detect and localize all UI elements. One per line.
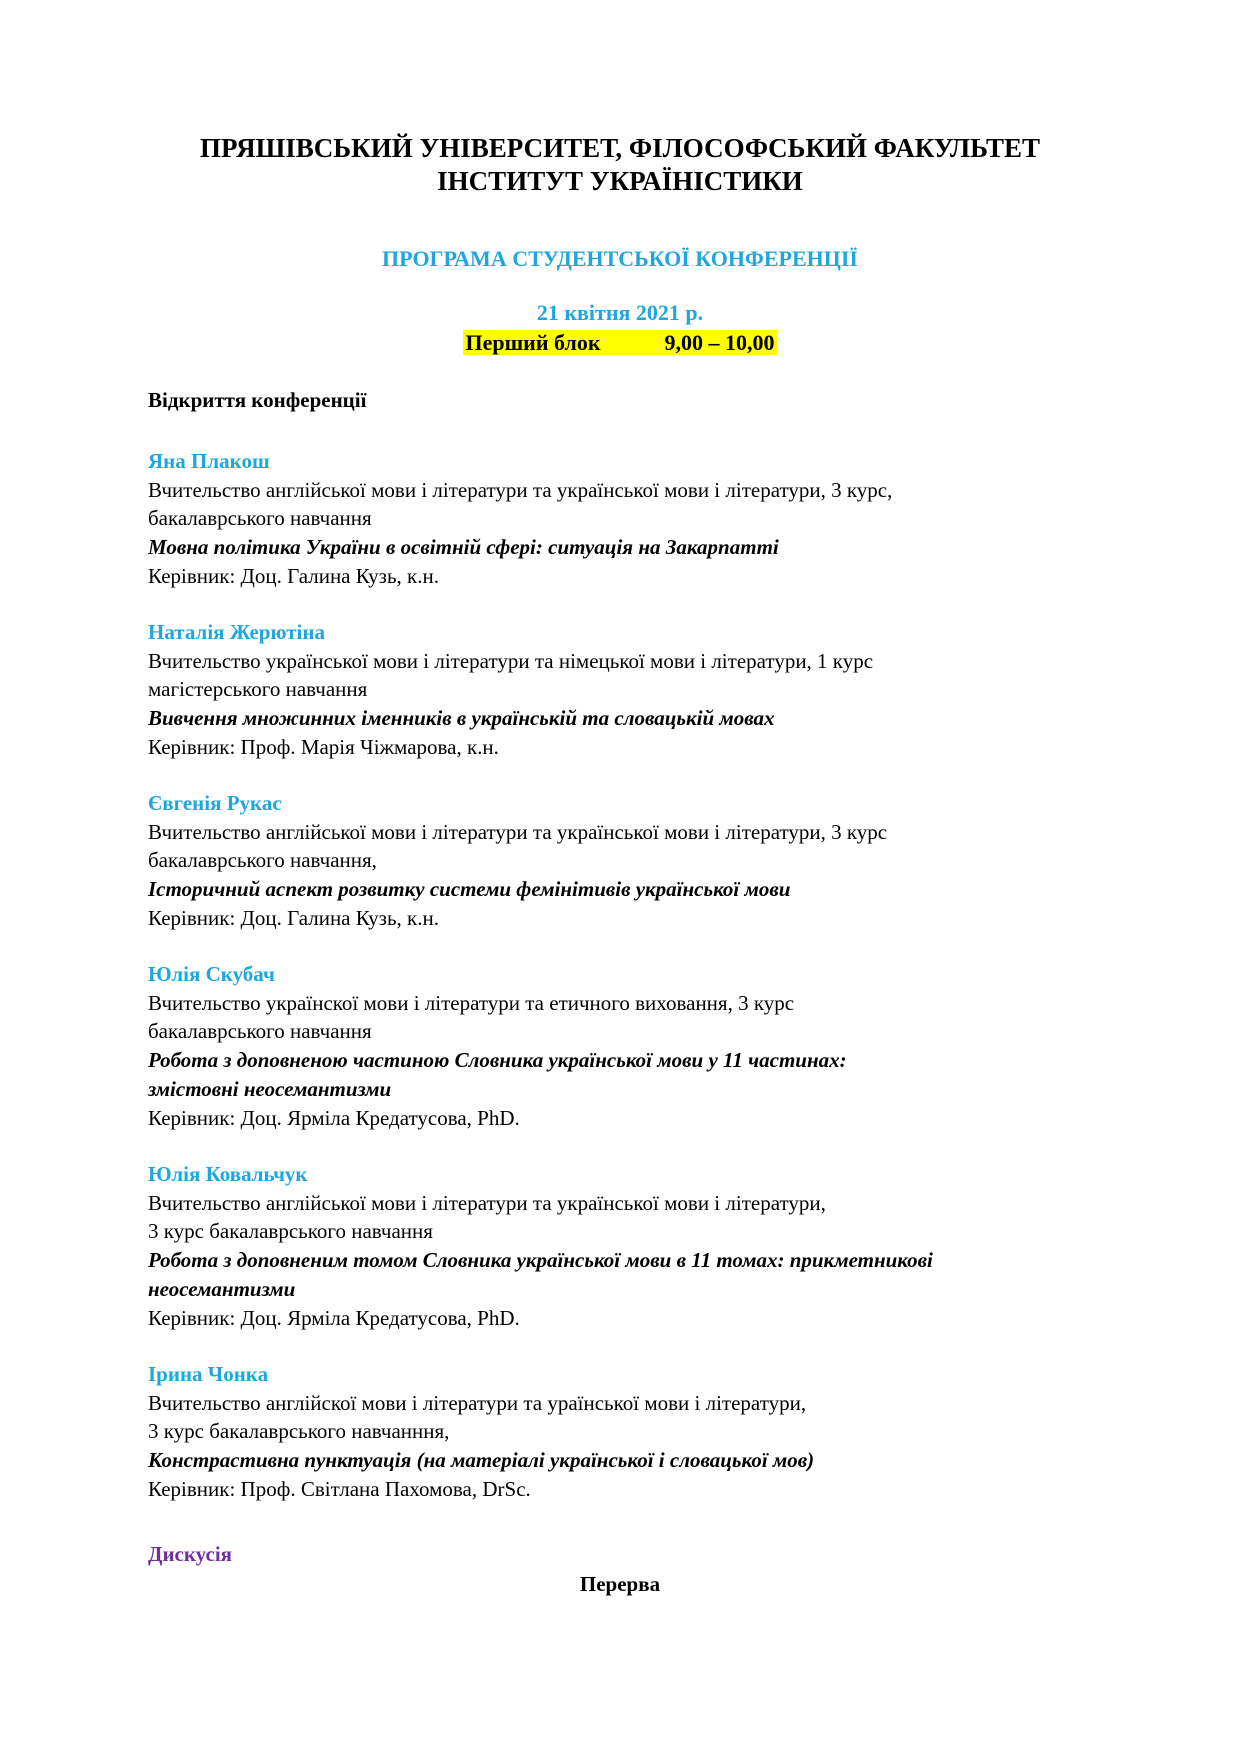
study-program-line: бакалаврського навчання [148,506,372,531]
talk-title: Історичний аспект розвитку системи фемінітивів української мови [148,877,791,902]
speaker-name: Ірина Чонка [148,1362,269,1386]
conference-date: 21 квітня 2021 р. [536,300,704,325]
study-program-line: 3 курс бакалаврського навчанння, [148,1419,450,1444]
speaker-entry [148,1160,1108,1332]
block-highlight [463,330,776,355]
study-program-line: 3 курс бакалаврського навчання [148,1219,433,1244]
block-schedule [0,330,1240,356]
study-program-line: Вчительство англійської мови і літератури та української мови і літератури, 3 курс [148,819,888,844]
talk-title: Робота з доповненим томом Словника української мови в 11 томах: прикметникові [148,1248,933,1273]
talk-title: змістовні неосемантизми [148,1076,392,1101]
study-program-line: Вчительство англійскої мови і літератури та ураїнської мови і літератури, [148,1390,807,1415]
talk-title: Констрастивна пунктуація (на матеріалі української і словацької мов) [148,1448,815,1473]
break-heading: Перерва [579,1572,661,1596]
study-program-line: магістерського навчання [148,677,368,702]
speaker-name: Євгенія Рукас [148,791,282,815]
talk-title: Вивчення множинних іменників в українській та словацькій мовах [148,706,775,731]
study-program-line: бакалаврського навчання [148,1019,372,1044]
speaker-name: Яна Плакош [148,449,270,473]
talk-title: неосемантизми [148,1276,296,1301]
supervisor: Керівник: Доц. Галина Кузь, к.н. [148,905,439,930]
opening-heading: Відкриття конференції [148,388,367,412]
supervisor: Керівник: Доц. Ярміла Кредатусова, PhD. [148,1105,520,1130]
program-title: ПРОГРАМА СТУДЕНТСЬКОЇ КОНФЕРЕНЦІЇ [382,246,858,271]
university-header-line-2: ІНСТИТУТ УКРАЇНІСТИКИ [437,166,803,196]
talk-title: Мовна політика України в освітній сфері: ситуація на Закарпатті [148,535,779,560]
study-program-line: Вчительство української мови і літератури та німецької мови і літератури, 1 курс [148,648,874,673]
speaker-entry [148,1360,1108,1504]
supervisor: Керівник: Проф. Марія Чіжмарова, к.н. [148,734,499,759]
supervisor: Керівник: Проф. Світлана Пахомова, DrSc. [148,1476,531,1501]
speaker-entry [148,447,1108,591]
supervisor: Керівник: Доц. Галина Кузь, к.н. [148,563,439,588]
discussion-heading: Дискусія [148,1542,233,1566]
speaker-entry [148,618,1108,762]
supervisor: Керівник: Доц. Ярміла Кредатусова, PhD. [148,1305,520,1330]
speaker-entry [148,960,1108,1132]
study-program-line: Вчительство українскої мови і літератури та етичного виховання, 3 курс [148,990,795,1015]
speaker-name: Юлія Ковальчук [148,1162,308,1186]
block-time: 9,00 – 10,00 [664,330,775,355]
block-label: Перший блок [465,330,601,355]
speaker-name: Юлія Скубач [148,962,275,986]
speaker-name: Наталія Жерютіна [148,620,325,644]
study-program-line: Вчительство англійської мови і літератури та української мови і літератури, [148,1190,826,1215]
university-header-line-1: ПРЯШІВСЬКИЙ УНІВЕРСИТЕТ, ФІЛОСОФСЬКИЙ ФАКУЛЬТЕТ [199,133,1041,163]
talk-title: Робота з доповненою частиною Словника української мови у 11 частинах: [148,1048,847,1073]
study-program-line: Вчительство англійської мови і літератури та української мови і літератури, 3 курс, [148,477,893,502]
speaker-entry [148,789,1108,933]
study-program-line: бакалаврського навчання, [148,848,377,873]
